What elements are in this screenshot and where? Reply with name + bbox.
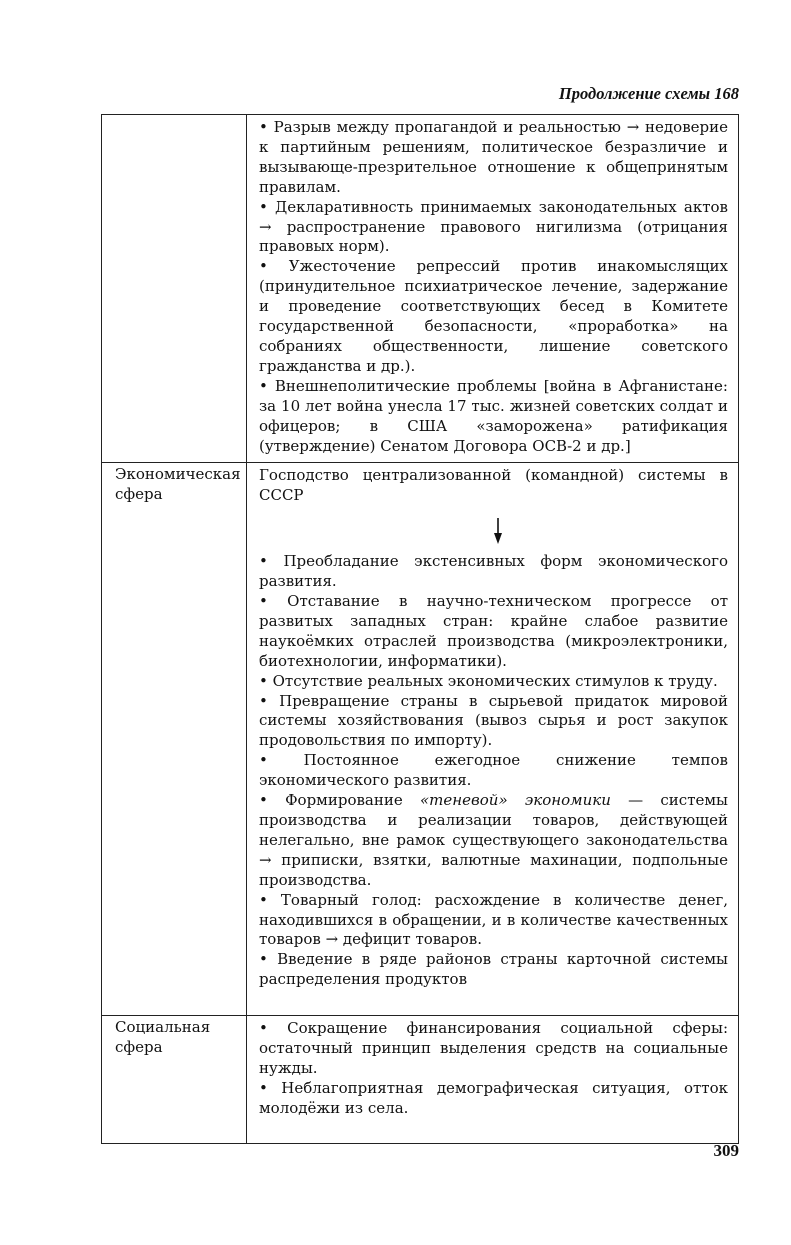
sphere-cell: [102, 115, 247, 463]
table-row: [102, 1016, 739, 1144]
list-item: • Отставание в научно-техническом прогрессе от развитых западных стран: крайне слабое развитие наукоёмких отраслей производства (микроэлектроники, биотехнологии, информатики).: [259, 592, 728, 670]
content-cell: [247, 463, 739, 1016]
content-cell: [247, 115, 739, 463]
table-row: [102, 115, 739, 463]
list-item: • Превращение страны в сырьевой придаток мировой системы хозяйствования (вывоз сырья и рост закупок продовольствия по импорту).: [259, 691, 728, 750]
list-item: • Отсутствие реальных экономических стимулов к труду.: [259, 671, 718, 690]
list-item: • Товарный голод: расхождение в количестве денег, находившихся в обращении, и в количестве качественных товаров → дефицит товаров.: [259, 890, 728, 949]
list-item: • Разрыв между пропагандой и реальностью → недоверие к партийным решениям, политическое безразличие и вызывающе-презрительное отношение к общепринятым правилам.: [259, 118, 728, 196]
scheme-table: [101, 114, 739, 1144]
list-item: • Внешнеполитические проблемы [война в Афганистане: за 10 лет война унесла 17 тыс. жизней советских солдат и офицеров; в США «заморожена» ратификация (утверждение) Сенатом Договора ОСВ-2 и др.]: [259, 376, 728, 455]
shadow-term: «теневой» экономики: [420, 791, 611, 810]
list-item: • Сокращение финансирования социальной сферы: остаточный принцип выделения средств на социальные нужды.: [259, 1019, 728, 1078]
sphere-cell-economic: Экономическая сфера: [102, 463, 247, 1016]
list-item: • Введение в ряде районов страны карточной системы распределения продуктов: [259, 950, 728, 989]
sphere-cell-social: Социальная сфера: [102, 1016, 247, 1144]
page-number: 309: [713, 1141, 739, 1160]
content-cell: [247, 1016, 739, 1144]
list-item: • Декларативность принимаемых законодательных актов → распространение правового нигилизма (отрицания правовых норм).: [259, 197, 728, 256]
page-header: Продолжение схемы 168: [558, 84, 739, 103]
shadow-rest: — системы производства и реализации товаров, действующей нелегально, вне рамок существующего законодательства → приписки, взятки, валютные махинации, подпольные производства.: [259, 791, 728, 889]
list-item: • Ужесточение репрессий против инакомыслящих (принудительное психиатрическое лечение, задержание и проведение соответствующих бесед в Комитете государственной безопасности, «проработка» на собраниях общественности, лишение советского гражданства и др.).: [259, 257, 728, 375]
arrow-down-icon: [259, 506, 728, 552]
intro-text: Господство централизованной (командной) системы в СССР: [259, 466, 728, 505]
list-item: • Постоянное ежегодное снижение темпов экономического развития.: [259, 751, 728, 790]
table-row: [102, 463, 739, 1016]
list-item: • Неблагоприятная демографическая ситуация, отток молодёжи из села.: [259, 1079, 728, 1118]
shadow-prefix: • Формирование: [259, 791, 420, 810]
list-item-shadow-economy: [259, 791, 728, 891]
list-item: • Преобладание экстенсивных форм экономического развития.: [259, 552, 728, 591]
